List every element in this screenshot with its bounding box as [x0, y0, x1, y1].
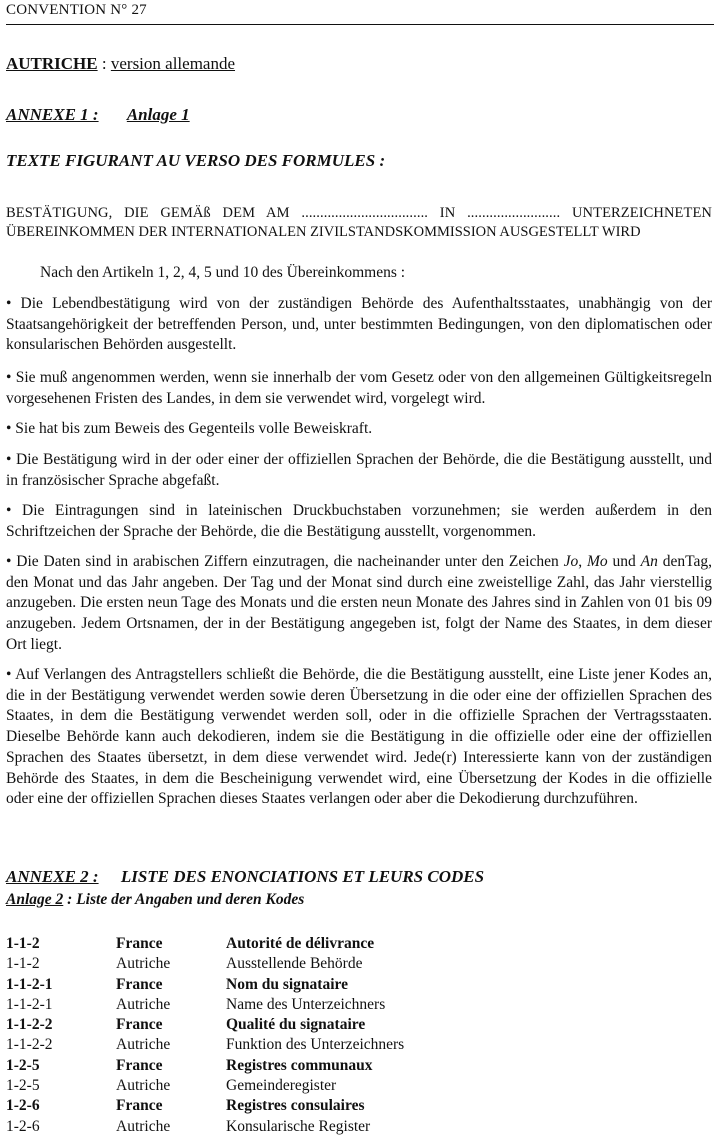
label-cell: Qualité du signataire [226, 1016, 366, 1034]
paragraph-3: • Sie hat bis zum Beweis des Gegenteils volle Beweiskraft. [6, 420, 373, 437]
codes-row [6, 976, 404, 996]
codes-row [6, 1057, 404, 1077]
code-cell: 1-1-2-1 [6, 975, 53, 993]
codes-row [6, 955, 404, 975]
convention-header: CONVENTION N° 27 [6, 2, 147, 18]
annex2-heading [6, 867, 712, 887]
verso-title: TEXTE FIGURANT AU VERSO DES FORMULES : [6, 151, 386, 170]
dates-text-2: und [607, 553, 641, 570]
caps-line-1: BESTÄTIGUNG, DIE GEMÄß DEM AM .................................. IN ......................... UNTERZEICHNETEN [6, 205, 712, 221]
country-cell: Autriche [116, 955, 171, 973]
label-cell: Autorité de délivrance [226, 935, 375, 952]
country-name: AUTRICHE [6, 54, 98, 73]
codes-table [6, 935, 404, 1138]
code-cell: 1-1-2-1 [6, 995, 53, 1013]
country-cell: Autriche [116, 1077, 171, 1095]
paragraph-5: • Die Eintragungen sind in lateinischen Druckbuchstaben vorzunehmen; sie werden außerdem in den Schriftzeichen der Sprache der Behörde, die die Bestätigung ausstellt, vorgenommen. [6, 502, 712, 540]
paragraph-4: • Die Bestätigung wird in der oder einer der offiziellen Sprachen der Behörde, die die Bestätigung ausstellt, und in französischer Sprache abgefaßt. [6, 451, 712, 489]
annex2-label: ANNEXE 2 : [6, 867, 99, 886]
codes-row [6, 935, 404, 955]
annex1-label: ANNEXE 1 : [6, 105, 99, 124]
dates-sep-1: , [578, 553, 587, 570]
code-cell: 1-1-2 [6, 955, 40, 973]
anlage2-label: Anlage 2 [6, 891, 64, 908]
label-cell: Nom du signataire [226, 975, 349, 993]
header-rule [6, 24, 714, 25]
annex1-heading [6, 105, 712, 125]
code-cell: 1-1-2-2 [6, 1016, 53, 1034]
code-cell: 1-2-6 [6, 1097, 40, 1115]
anlage1-label: Anlage 1 [126, 105, 190, 124]
country-cell: France [116, 1097, 163, 1115]
code-cell: 1-2-5 [6, 1077, 40, 1095]
country-cell: France [116, 1016, 163, 1034]
country-cell: France [116, 1056, 163, 1074]
code-cell: 1-2-6 [6, 1117, 40, 1135]
code-cell: 1-1-2 [6, 935, 40, 952]
label-cell: Gemeinderegister [226, 1077, 337, 1095]
dates-text-3: denTag, den Monat und das Jahr angeben. Der Tag und der Monat sind durch eine zweistellige Zahl, das Jahr vierstellig anzugeben. Die ersten neun Tage des Monats und die ersten neun Monate des Jahres sind in Zahlen von 01 bis 09 anzugeben. Jedem Ortsnamen, der in der Bestätigung angegeben ist, folgt der Name des Staates, in dem dieser Ort liegt. [6, 553, 712, 653]
country-cell: Autriche [116, 995, 171, 1013]
code-cell: 1-1-2-2 [6, 1036, 53, 1054]
country-cell: France [116, 935, 163, 952]
anlage2-title: Liste der Angaben und deren Kodes [76, 891, 305, 908]
country-cell: France [116, 975, 163, 993]
codes-row [6, 1097, 404, 1117]
anlage2-separator: : [63, 891, 77, 908]
country-cell: Autriche [116, 1036, 171, 1054]
paragraph-2: • Sie muß angenommen werden, wenn sie innerhalb der vom Gesetz oder von den allgemeinen Gültigkeitsregeln vorgesehenen Fristen des Landes, in dem sie verwendet wird, vorgelegt wird. [6, 369, 712, 407]
label-cell: Registres communaux [226, 1056, 373, 1074]
label-cell: Konsularische Register [226, 1117, 371, 1135]
label-cell: Name des Unterzeichners [226, 995, 386, 1013]
country-cell: Autriche [116, 1117, 171, 1135]
label-cell: Ausstellende Behörde [226, 955, 363, 973]
paragraph-1: • Die Lebendbestätigung wird von der zuständigen Behörde des Aufenthaltsstaates, unabhängig von der Staatsangehörigkeit der betreffenden Person, und, unter bestimmten Bedingungen, von den diplomatischen oder konsularischen Behörden ausgestellt. [6, 295, 712, 354]
paragraph-dates [6, 552, 712, 656]
dates-an: An [640, 553, 658, 570]
intro-paragraph: Nach den Artikeln 1, 2, 4, 5 und 10 des Übereinkommens : [40, 264, 406, 281]
annex2-title: LISTE DES ENONCIATIONS ET LEURS CODES [120, 867, 485, 886]
dates-text-1: • Die Daten sind in arabischen Ziffern einzutragen, die nacheinander unter den Zeichen [6, 553, 564, 570]
label-cell: Registres consulaires [226, 1097, 365, 1115]
country-heading [6, 54, 712, 74]
version-label: version allemande [110, 54, 236, 73]
dates-jo: Jo [563, 553, 579, 570]
codes-row [6, 1118, 404, 1138]
version-separator: : [97, 54, 111, 73]
codes-row [6, 1077, 404, 1097]
codes-table-body [6, 935, 404, 1138]
anlage2-heading [6, 891, 712, 909]
code-cell: 1-2-5 [6, 1056, 40, 1074]
codes-row [6, 1036, 404, 1056]
dates-mo: Mo [587, 553, 608, 570]
codes-row [6, 1016, 404, 1036]
codes-row [6, 996, 404, 1016]
label-cell: Funktion des Unterzeichners [226, 1036, 405, 1054]
caps-line-2: ÜBEREINKOMMEN DER INTERNATIONALEN ZIVILSTANDSKOMMISSION AUSGESTELLT WIRD [6, 224, 641, 240]
paragraph-6: • Auf Verlangen des Antragstellers schließt die Behörde, die die Bestätigung ausstellt, eine Liste jener Kodes an, die in der Bestätigung verwendet werden sowie deren Übersetzung in die oder eine der offiziellen Sprachen des Staates, in dem die Bestätigung verwendet werden soll, oder in die offizielle Sprachen der Vertragsstaaten. Dieselbe Behörde kann auch dekodieren, indem sie die Bestätigung in die offizielle oder eine der offiziellen Sprachen des Staates übersetzt, in dem diese verwendet wird. Jede(r) Interessierte kann von der zuständigen Behörde des Staates, in dem die Bescheinigung verwendet wird, eine Übersetzung der Kodes in die offizielle oder eine der offiziellen Sprachen dieses Staates verlangen oder aber die Dekodierung durchzuführen. [6, 666, 712, 808]
